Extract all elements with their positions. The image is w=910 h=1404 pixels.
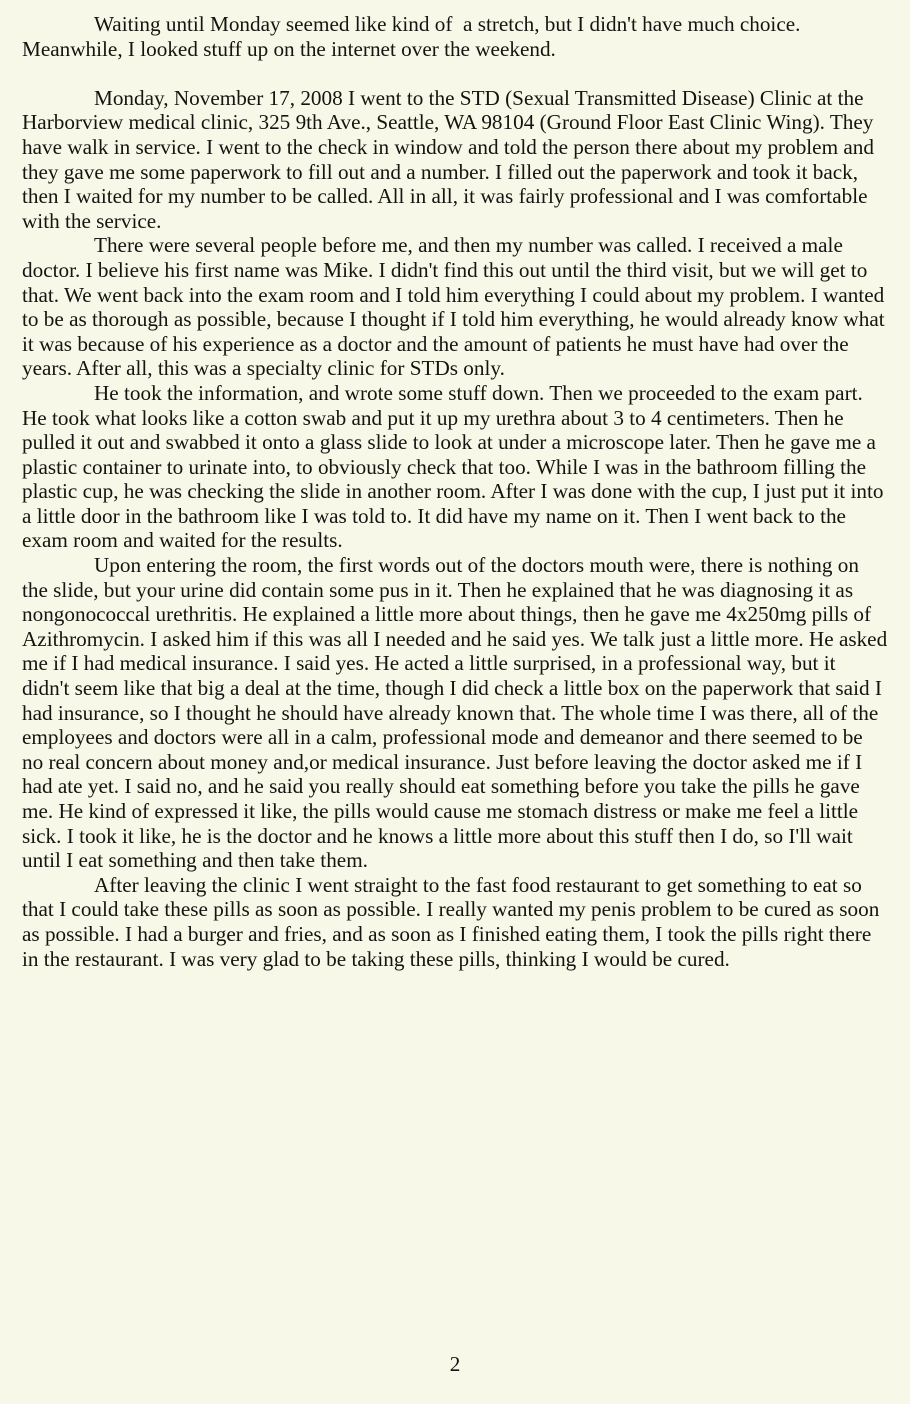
document-body [22, 12, 893, 971]
paragraph: There were several people before me, and then my number was called. I received a male doctor. I believe his first name was Mike. I didn't find this out until the third visit, but we will get to that. We went back into the exam room and I told him everything I could about my problem. I wanted to be as thorough as possible, because I thought if I told him everything, he would already know what it was because of his experience as a doctor and the amount of patients he must have had over the years. After all, this was a specialty clinic for STDs only. [22, 233, 890, 381]
paragraph: Monday, November 17, 2008 I went to the STD (Sexual Transmitted Disease) Clinic at the Harborview medical clinic, 325 9th Ave., Seattle, WA 98104 (Ground Floor East Clinic Wing). They have walk in service. I went to the check in window and told the person there about my problem and they gave me some paperwork to fill out and a number. I filled out the paperwork and took it back, then I waited for my number to be called. All in all, it was fairly professional and I was comfortable with the service. [22, 85, 880, 233]
page-number: 2 [449, 1352, 461, 1376]
paragraph: Upon entering the room, the first words out of the doctors mouth were, there is nothing on the slide, but your urine did contain some pus in it. Then he explained that he was diagnosing it as nongonococcal urethritis. He explained a little more about things, then he gave me 4x250mg pills of Azithromycin. I asked him if this was all I needed and he said yes. We talk just a little more. He asked me if I had medical insurance. I said yes. He acted a little surprised, in a professional way, but it didn't seem like that big a deal at the time, though I did check a little box on the paperwork that said I had insurance, so I thought he should have already known that. The whole time I was there, all of the employees and doctors were all in a calm, professional mode and demeanor and there seemed to be no real concern about money and,or medical insurance. Just before leaving the doctor asked me if I had ate yet. I said no, and he said you really should eat something before you take the pills he gave me. He kind of expressed it like, the pills would cause me stomach distress or make me feel a little sick. I took it like, he is the doctor and he knows a little more about this stuff then I do, so I'll wait until I eat something and then take them. [22, 553, 893, 873]
paragraph: Waiting until Monday seemed like kind of a stretch, but I didn't have much choice. Meanwhile, I looked stuff up on the internet over the weekend. [22, 12, 806, 61]
paragraph: After leaving the clinic I went straight to the fast food restaurant to get something to eat so that I could take these pills as soon as possible. I really wanted my penis problem to be cured as soon as possible. I had a burger and fries, and as soon as I finished eating them, I took the pills right there in the restaurant. I was very glad to be taking these pills, thinking I would be cured. [22, 872, 885, 971]
paragraph: He took the information, and wrote some stuff down. Then we proceeded to the exam part. He took what looks like a cotton swab and put it up my urethra about 3 to 4 centimeters. Then he pulled it out and swabbed it onto a glass slide to look at under a microscope later. Then he gave me a plastic container to urinate into, to obviously check that too. While I was in the bathroom filling the plastic cup, he was checking the slide in another room. After I was done with the cup, I just put it into a little door in the bathroom like I was told to. It did have my name on it. Then I went back to the exam room and waited for the results. [22, 380, 889, 553]
